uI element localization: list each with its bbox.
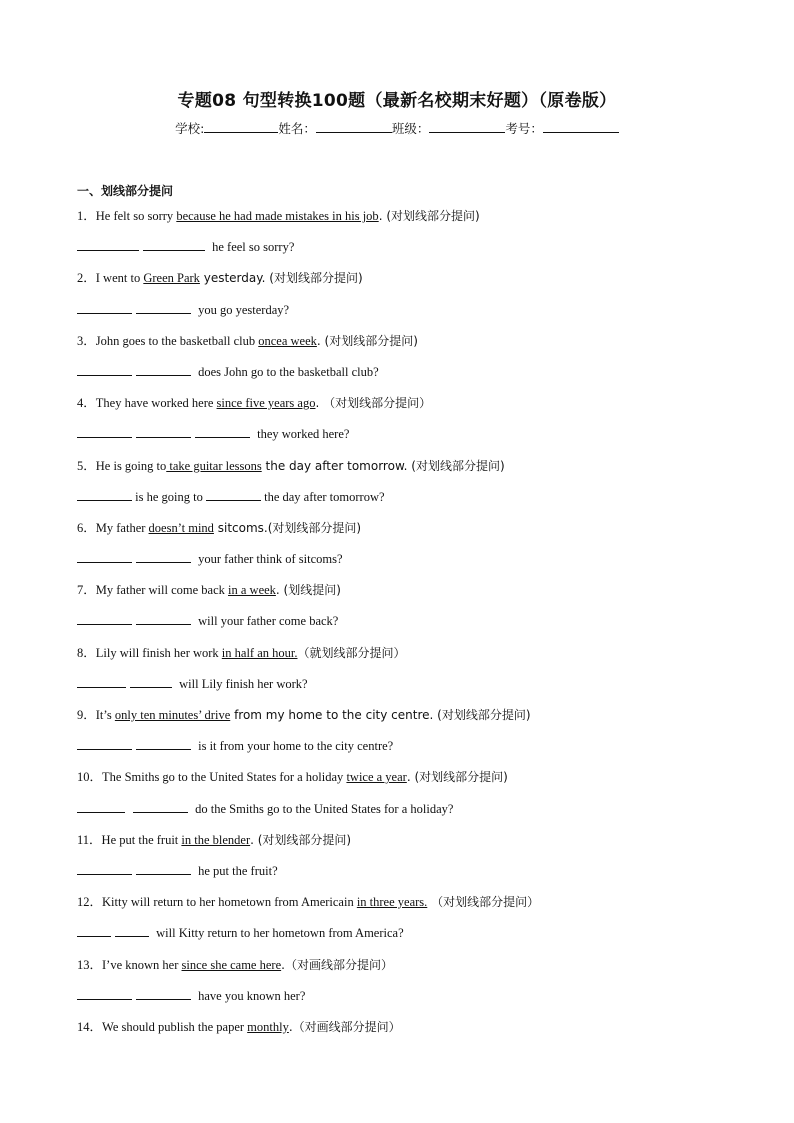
question-instruction: yesterday. (对划线部分提问) — [199, 271, 363, 286]
name-label: 姓名： — [278, 121, 316, 136]
question-number: 14． — [77, 1019, 103, 1034]
exam-no-label: 考号： — [505, 121, 543, 136]
underlined-phrase: take guitar lessons — [166, 458, 262, 473]
question-row — [77, 767, 737, 798]
question-number: 5． — [77, 458, 96, 473]
underlined-phrase: monthly — [247, 1019, 289, 1034]
question-number: 7． — [77, 583, 96, 598]
answer-blank[interactable] — [133, 799, 188, 813]
question-list — [77, 206, 737, 1048]
question-text: We should publish the paper — [102, 1019, 248, 1034]
answer-row — [77, 611, 737, 642]
question-number: 6． — [77, 520, 96, 535]
answer-blank[interactable] — [77, 861, 132, 875]
question-number: 11． — [77, 832, 102, 847]
answer-blank[interactable] — [136, 736, 191, 750]
answer-text: they worked here? — [254, 427, 350, 442]
answer-blank[interactable] — [77, 736, 132, 750]
answer-text: is it from your home to the city centre? — [195, 739, 394, 754]
question-row — [77, 705, 737, 736]
answer-blank[interactable] — [77, 237, 139, 251]
underlined-phrase: because he had made mistakes in his job — [176, 209, 379, 223]
question-row — [77, 206, 737, 237]
answer-row — [77, 736, 737, 767]
answer-blank[interactable] — [77, 986, 132, 1000]
exam-no-blank — [543, 119, 619, 133]
answer-blank[interactable] — [77, 300, 132, 314]
question-instruction: . (对划线部分提问) — [316, 333, 418, 348]
answer-row — [77, 674, 737, 705]
question-instruction: sitcoms.(对划线部分提问) — [213, 520, 362, 535]
student-info-line — [0, 119, 794, 137]
underlined-phrase: in three years. — [356, 895, 428, 910]
answer-row — [77, 799, 737, 830]
answer-blank[interactable] — [136, 362, 191, 376]
question-number: 13． — [77, 957, 103, 972]
question-text: He is going to — [95, 458, 167, 473]
question-number: 2． — [77, 271, 96, 286]
answer-blank[interactable] — [143, 237, 205, 251]
question-instruction: . (对划线部分提问) — [250, 832, 352, 847]
question-instruction: .（对画线部分提问） — [288, 1019, 401, 1034]
answer-blank[interactable] — [136, 424, 191, 438]
question-text: I went to — [95, 271, 144, 286]
question-row — [77, 518, 737, 549]
answer-blank[interactable] — [77, 611, 132, 625]
answer-blank[interactable] — [136, 549, 191, 563]
answer-text: you go yesterday? — [195, 302, 290, 317]
answer-text: does John go to the basketball club? — [195, 364, 379, 379]
question-text: John goes to the basketball club — [95, 333, 259, 348]
question-row — [77, 955, 737, 986]
answer-blank[interactable] — [77, 424, 132, 438]
answer-blank[interactable] — [77, 923, 111, 937]
question-text: My father will come back — [95, 583, 229, 598]
answer-text: he put the fruit? — [195, 863, 278, 878]
question-number: 8． — [77, 645, 96, 660]
page-title: 专题08 句型转换100题（最新名校期末好题）（原卷版） — [177, 91, 617, 111]
question-text: They have worked here — [95, 396, 217, 411]
underlined-phrase: in a week — [228, 583, 276, 598]
answer-blank[interactable] — [77, 362, 132, 376]
answer-blank[interactable] — [136, 300, 191, 314]
question-instruction: . (对划线部分提问) — [378, 209, 480, 223]
question-row — [77, 456, 737, 487]
answer-blank[interactable] — [77, 674, 126, 688]
answer-text: will your father come back? — [195, 614, 339, 629]
answer-row — [77, 237, 737, 268]
answer-blank[interactable] — [115, 923, 149, 937]
underlined-phrase: in half an hour. — [221, 645, 298, 660]
answer-blank[interactable] — [195, 424, 250, 438]
question-number: 3． — [77, 333, 96, 348]
question-number: 12． — [77, 895, 103, 910]
answer-row — [77, 300, 737, 331]
question-number: 9． — [77, 708, 96, 722]
underlined-phrase: since she came here — [181, 957, 282, 972]
answer-blank[interactable] — [206, 487, 261, 501]
answer-blank[interactable] — [136, 986, 191, 1000]
answer-text: your father think of sitcoms? — [195, 552, 343, 567]
answer-row — [77, 986, 737, 1017]
school-blank — [204, 119, 278, 133]
answer-blank[interactable] — [77, 799, 125, 813]
answer-text: he feel so sorry? — [209, 240, 295, 255]
question-instruction: from my home to the city centre. (对划线部分提问) — [230, 708, 531, 722]
underlined-phrase: in the blender — [181, 832, 251, 847]
class-blank — [429, 119, 505, 133]
question-text: He put the fruit — [101, 832, 182, 847]
underlined-phrase: twice a year — [346, 770, 407, 785]
question-instruction: （就划线部分提问） — [297, 645, 406, 660]
answer-text: the day after tomorrow? — [260, 489, 385, 504]
question-text: He felt so sorry — [95, 209, 177, 223]
class-label: 班级： — [391, 121, 430, 136]
question-text: The Smiths go to the United States for a holiday — [102, 770, 347, 785]
answer-row — [77, 861, 737, 892]
question-text: Lily will finish her work — [95, 645, 222, 660]
question-instruction: . (划线提问) — [275, 583, 341, 598]
answer-blank[interactable] — [77, 487, 132, 501]
question-instruction: . （对划线部分提问） — [315, 396, 432, 411]
answer-blank[interactable] — [136, 611, 191, 625]
question-number: 1． — [77, 209, 96, 223]
name-blank — [316, 119, 392, 133]
answer-blank[interactable] — [136, 861, 191, 875]
question-row — [77, 892, 737, 923]
question-row — [77, 1017, 737, 1048]
question-row — [77, 268, 737, 299]
answer-text: do the Smiths go to the United States for a holiday? — [192, 801, 454, 816]
answer-row — [77, 424, 737, 455]
question-text: Kitty will return to her hometown from Americain — [102, 895, 357, 910]
answer-text: will Lily finish her work? — [176, 676, 308, 691]
answer-text: have you known her? — [195, 988, 306, 1003]
question-number: 4． — [77, 396, 96, 411]
question-row — [77, 331, 737, 362]
question-number: 10． — [77, 770, 103, 785]
school-label: 学校: — [175, 121, 205, 136]
question-row — [77, 830, 737, 861]
question-instruction: the day after tomorrow. (对划线部分提问) — [261, 458, 505, 473]
question-instruction: . (对划线部分提问) — [406, 770, 508, 785]
underlined-phrase: since five years ago — [216, 396, 316, 411]
underlined-phrase: doesn’t mind — [148, 520, 214, 535]
question-row — [77, 643, 737, 674]
question-instruction: （对划线部分提问） — [427, 895, 540, 910]
section-heading: 一、划线部分提问 — [77, 184, 174, 198]
question-instruction: .（对画线部分提问） — [281, 957, 393, 972]
question-row — [77, 393, 737, 424]
answer-row — [77, 362, 737, 393]
answer-blank[interactable] — [130, 674, 172, 688]
question-text: It’s — [95, 708, 115, 722]
underlined-phrase: only ten minutes’ drive — [114, 708, 231, 722]
answer-text: will Kitty return to her hometown from America? — [153, 926, 404, 941]
answer-row — [77, 923, 737, 954]
question-text: My father — [95, 520, 149, 535]
answer-text: is he going to — [132, 489, 206, 504]
answer-row — [77, 487, 737, 518]
question-text: I’ve known her — [102, 957, 182, 972]
answer-row — [77, 549, 737, 580]
question-row — [77, 580, 737, 611]
underlined-phrase: oncea week — [258, 333, 317, 348]
answer-blank[interactable] — [77, 549, 132, 563]
underlined-phrase: Green Park — [143, 271, 200, 286]
